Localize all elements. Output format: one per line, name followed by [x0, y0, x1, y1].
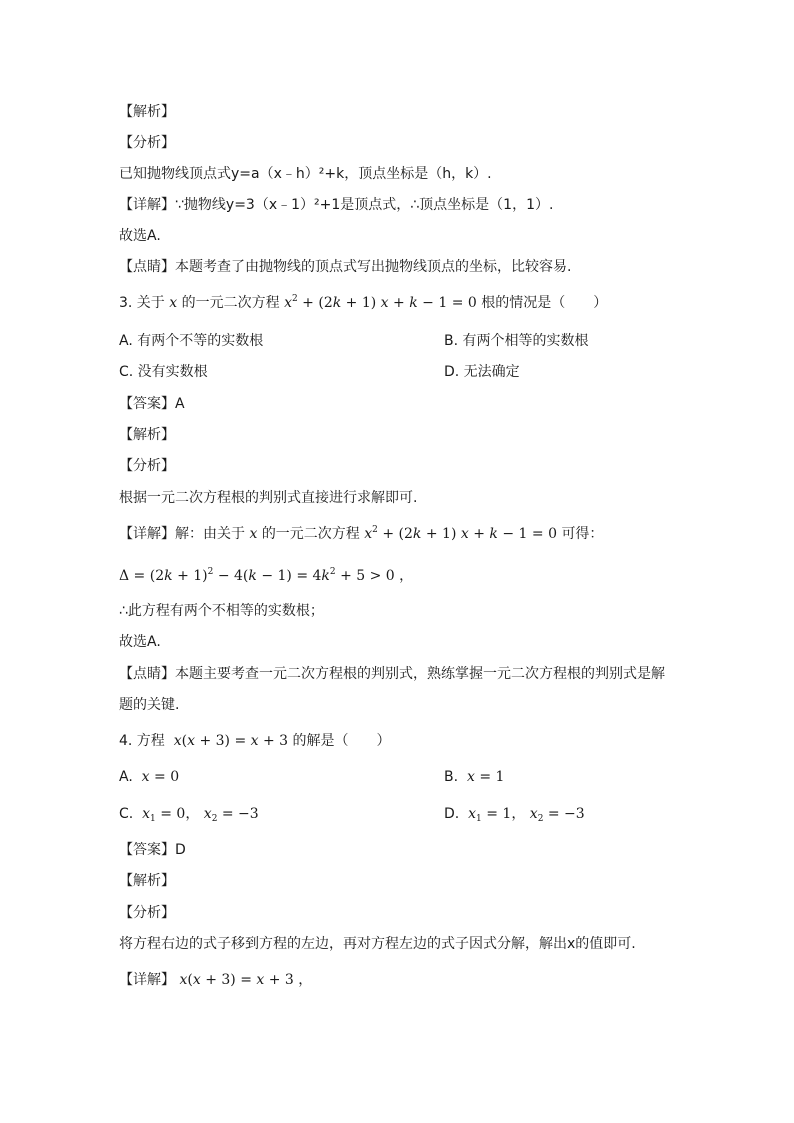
math-equation: $x_1 = 0$， $x_2 = -3$: [137, 806, 259, 824]
answer-label: 【答案】A: [119, 396, 185, 412]
text-fragment: ，: [399, 568, 414, 584]
math-variable: x: [169, 295, 178, 311]
math-equation: $x^2 + (2k + 1) x + k - 1 = 0$: [364, 525, 557, 542]
option-b: B. x = 1: [444, 769, 505, 785]
option-a: A. 有两个不等的实数根: [119, 333, 264, 349]
option-c: C. 没有实数根: [119, 364, 208, 380]
math-equation: x(x + 3) = x + 3: [169, 733, 289, 749]
question-text: 根的情况是（ ）: [481, 295, 608, 311]
question-text: 4. 方程: [119, 733, 165, 749]
text-line: 将方程右边的式子移到方程的左边，再对方程左边的式子因式分解，解出x的值即可.: [119, 936, 636, 952]
section-heading-reasoning: 【分析】: [119, 458, 175, 474]
section-heading-analysis: 【解析】: [119, 873, 175, 889]
math-equation: x = 1: [462, 769, 505, 785]
question-text: 3. 关于: [119, 295, 165, 311]
question-text: 的解是（ ）: [292, 733, 391, 749]
solution-line: [119, 970, 312, 990]
section-heading-reasoning: 【分析】: [119, 905, 175, 921]
text-fragment: ，: [298, 972, 313, 988]
math-equation: $\Delta = (2k + 1)^2 - 4(k - 1) = 4k^2 + 5 > 0$: [119, 567, 395, 584]
section-heading-analysis: 【解析】: [119, 427, 175, 443]
text-line: 故选A.: [119, 228, 161, 244]
solution-line: [119, 524, 603, 544]
text-fragment: 【详解】: [119, 972, 175, 988]
text-line: 根据一元二次方程根的判别式直接进行求解即可.: [119, 490, 418, 506]
math-equation: $x^2 + (2k + 1) x + k - 1 = 0$: [284, 294, 477, 311]
question-4: [119, 731, 391, 751]
text-line: 【详解】∵抛物线y=3（x﹣1）²+1是顶点式，∴顶点坐标是（1，1）.: [119, 197, 554, 213]
option-b: B. 有两个相等的实数根: [444, 333, 589, 349]
text-line: 【点睛】本题主要考查一元二次方程根的判别式，熟练掌握一元二次方程根的判别式是解: [119, 666, 665, 682]
text-fragment: 的一元二次方程: [261, 526, 360, 542]
question-text: 的一元二次方程: [181, 295, 280, 311]
text-line: ∴此方程有两个不相等的实数根；: [119, 603, 324, 619]
text-fragment: 可得：: [561, 526, 604, 542]
math-equation: $x_1 = 1$， $x_2 = -3$: [463, 806, 585, 824]
text-line: 题的关键.: [119, 697, 180, 713]
option-c: C. $x_1 = 0$， $x_2 = -3$: [119, 806, 259, 824]
section-heading-analysis: 【解析】: [119, 104, 175, 120]
math-equation: x(x + 3) = x + 3: [179, 972, 294, 988]
text-fragment: 【详解】解：由关于: [119, 526, 245, 542]
text-line: 【点睛】本题考查了由抛物线的顶点式写出抛物线顶点的坐标，比较容易.: [119, 259, 572, 275]
text-line: 故选A.: [119, 634, 161, 650]
question-3: [119, 293, 607, 313]
option-d: D. $x_1 = 1$， $x_2 = -3$: [444, 806, 585, 824]
section-heading-reasoning: 【分析】: [119, 135, 175, 151]
discriminant-line: [119, 566, 413, 586]
answer-label: 【答案】D: [119, 842, 186, 858]
math-variable: x: [249, 526, 258, 542]
text-line: 已知抛物线顶点式y=a（x﹣h）²+k，顶点坐标是（h，k）.: [119, 166, 492, 182]
option-a: A. x = 0: [119, 769, 180, 785]
option-d: D. 无法确定: [444, 364, 520, 380]
math-equation: x = 0: [137, 769, 180, 785]
